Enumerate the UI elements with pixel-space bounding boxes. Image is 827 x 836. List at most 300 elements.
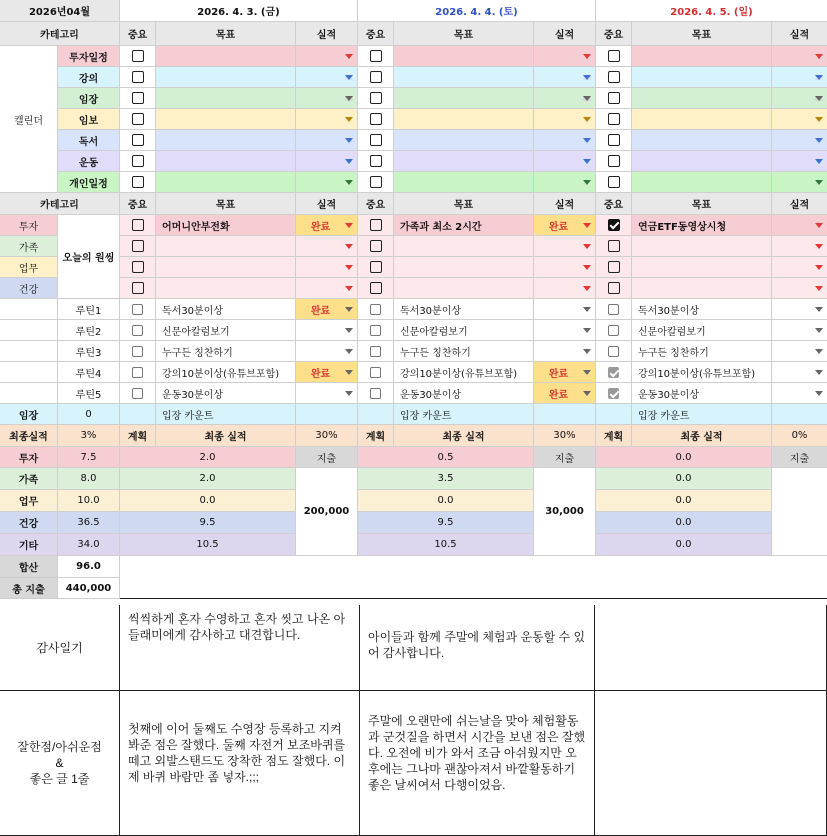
checkbox-icon[interactable] [608,155,620,167]
calendar-result-dropdown[interactable] [296,109,358,130]
result-header: 실적 [772,193,827,215]
checkbox-icon[interactable] [608,50,620,62]
calendar-importance-cell[interactable] [120,88,156,109]
routine-check-cell[interactable] [358,341,394,362]
dropdown-arrow-icon[interactable] [815,180,823,185]
checkbox-icon[interactable] [370,92,382,104]
dropdown-arrow-icon[interactable] [815,265,823,270]
category-header: 카테고리 [0,22,120,46]
routine-item[interactable]: 독서30분이상 [394,299,534,320]
expense-category-4: 건강 [0,512,58,534]
expense-category-3: 업무 [0,490,58,512]
goal-header: 목표 [156,193,296,215]
routine-check-cell[interactable] [358,320,394,341]
routine-item[interactable]: 독서30분이상 [632,299,772,320]
day-expense-value: 3.5 [358,468,534,490]
onething-result-dropdown[interactable] [534,257,596,278]
dropdown-arrow-icon[interactable] [345,54,353,59]
day-expense-value: 0.0 [596,468,772,490]
routine-check-cell[interactable] [120,362,156,383]
dropdown-arrow-icon[interactable] [345,349,353,354]
day-expense-value: 0.0 [596,490,772,512]
done-status: 완료 [310,305,331,317]
routine-result-dropdown[interactable] [296,362,358,383]
routine-check-cell[interactable] [596,362,632,383]
checkbox-icon[interactable] [132,50,144,62]
gratitude-day1[interactable]: 씩씩하게 혼자 수영하고 혼자 씻고 나온 아들래미에게 감사하고 대견합니다. [120,605,360,691]
dropdown-arrow-icon[interactable] [345,117,353,122]
dropdown-arrow-icon[interactable] [815,54,823,59]
onething-result-dropdown[interactable] [772,236,827,257]
checkbox-icon[interactable] [370,367,381,378]
calendar-result-dropdown[interactable] [772,172,827,193]
dropdown-arrow-icon[interactable] [583,307,591,312]
checkbox-icon[interactable] [370,282,382,294]
importance-header: 중요 [120,22,156,46]
calendar-importance-cell[interactable] [596,88,632,109]
calendar-result-dropdown[interactable] [534,172,596,193]
calendar-goal-cell[interactable] [394,67,534,88]
dropdown-arrow-icon[interactable] [815,75,823,80]
calendar-result-dropdown[interactable] [296,88,358,109]
checkbox-icon[interactable] [608,176,620,188]
onething-importance-cell[interactable] [596,236,632,257]
calendar-importance-cell[interactable] [596,151,632,172]
calendar-importance-cell[interactable] [358,109,394,130]
reflection-day3[interactable] [595,691,827,836]
dropdown-arrow-icon[interactable] [583,223,591,228]
onething-importance-cell[interactable] [358,236,394,257]
calendar-importance-cell[interactable] [596,67,632,88]
dropdown-arrow-icon[interactable] [815,96,823,101]
checkbox-icon[interactable] [132,155,144,167]
onething-importance-cell[interactable] [358,278,394,299]
day-header-1: 2026. 4. 3. (금) [120,0,358,22]
onething-goal-cell[interactable] [156,236,296,257]
dropdown-arrow-icon[interactable] [345,96,353,101]
onething-importance-cell[interactable] [596,278,632,299]
calendar-label: 캘린더 [0,46,58,193]
dropdown-arrow-icon[interactable] [815,328,823,333]
checkbox-icon[interactable] [370,388,381,399]
checkbox-icon[interactable] [370,113,382,125]
reflection-day1[interactable]: 첫째에 이어 둘째도 수영장 등록하고 지켜봐준 점은 잘했다. 둘째 자전거 보조바퀴를 떼고 외발스탠드도 장착한 점도 잘했다. 이제 바퀴 바람만 좀 넣자.;;; [120,691,360,836]
calendar-goal-cell[interactable] [156,46,296,67]
checkbox-icon[interactable] [132,261,144,273]
checkbox-icon[interactable] [370,155,382,167]
calendar-result-dropdown[interactable] [296,172,358,193]
dropdown-arrow-icon[interactable] [583,286,591,291]
calendar-importance-cell[interactable] [358,67,394,88]
day-expense-value: 0.0 [358,490,534,512]
checkbox-icon[interactable] [608,134,620,146]
dropdown-arrow-icon[interactable] [583,54,591,59]
dropdown-arrow-icon[interactable] [345,223,353,228]
onething-goal-cell[interactable] [156,257,296,278]
checkbox-icon[interactable] [608,240,620,252]
onething-result-dropdown[interactable] [296,257,358,278]
checkbox-icon[interactable] [608,71,620,83]
calendar-category-6: 운동 [58,151,120,172]
calendar-importance-cell[interactable] [358,172,394,193]
dropdown-arrow-icon[interactable] [345,286,353,291]
dropdown-arrow-icon[interactable] [345,328,353,333]
routine-item[interactable]: 누구든 칭찬하기 [394,341,534,362]
checkbox-icon[interactable] [132,388,143,399]
checkbox-icon[interactable] [132,92,144,104]
today-onething-label: 오늘의 원씽 [58,215,120,299]
routine-check-cell[interactable] [596,299,632,320]
dropdown-arrow-icon[interactable] [815,370,823,375]
checkbox-icon[interactable] [608,388,619,399]
onething-goal-cell[interactable] [394,257,534,278]
routine-item[interactable]: 운동30분이상 [394,383,534,404]
checkbox-icon[interactable] [132,367,143,378]
dropdown-arrow-icon[interactable] [583,159,591,164]
routine-result-dropdown[interactable] [534,341,596,362]
onething-result-dropdown[interactable] [534,236,596,257]
dropdown-arrow-icon[interactable] [583,117,591,122]
dropdown-arrow-icon[interactable] [345,75,353,80]
checkbox-icon[interactable] [608,92,620,104]
onething-goal-cell[interactable] [632,257,772,278]
routine-result-dropdown[interactable] [772,341,827,362]
onething-result-dropdown[interactable] [772,257,827,278]
calendar-goal-cell[interactable] [632,109,772,130]
entry-count-label: 입장 카운트 [632,404,772,425]
checkbox-icon[interactable] [370,134,382,146]
routine-item[interactable]: 운동30분이상 [156,383,296,404]
importance-header: 중요 [596,193,632,215]
calendar-goal-cell[interactable] [156,67,296,88]
checkbox-icon[interactable] [370,71,382,83]
routine-item[interactable]: 신문아칼럼보기 [394,320,534,341]
calendar-goal-cell[interactable] [632,46,772,67]
day-expense-value: 2.0 [120,468,296,490]
onething-category-4: 건강 [0,278,58,299]
routine-result-dropdown[interactable] [296,299,358,320]
reflection-day2[interactable]: 주말에 오랜만에 쉬는날을 맞아 체험활동과 군것질을 하면서 시간을 보낸 점은 잘했다. 오전에 비가 와서 조금 아쉬웠지만 오후에는 그나마 괜찮아져서 바깥활동하기 좋은 날씨여서 다행이었음. [360,691,595,836]
expense-category-value: 7.5 [58,447,120,468]
routine-result-dropdown[interactable] [296,320,358,341]
routine-check-cell[interactable] [358,383,394,404]
checkbox-icon[interactable] [370,261,382,273]
dropdown-arrow-icon[interactable] [583,391,591,396]
checkbox-icon[interactable] [608,325,619,336]
checkbox-icon[interactable] [370,176,382,188]
calendar-importance-cell[interactable] [358,130,394,151]
routine-result-dropdown[interactable] [534,299,596,320]
routine-item[interactable]: 강의10분이상(유튜브포함) [156,362,296,383]
checkbox-icon[interactable] [370,325,381,336]
calendar-importance-cell[interactable] [596,46,632,67]
dropdown-arrow-icon[interactable] [583,75,591,80]
day-result-pct: 30% [296,425,358,447]
checkbox-icon[interactable] [608,261,620,273]
gratitude-label: 감사일기 [0,605,120,691]
calendar-category-2: 강의 [58,67,120,88]
calendar-importance-cell[interactable] [120,151,156,172]
calendar-goal-cell[interactable] [156,130,296,151]
routine-blank [0,362,58,383]
importance-header: 중요 [120,193,156,215]
routine-result-dropdown[interactable] [772,299,827,320]
checkbox-icon[interactable] [370,304,381,315]
dropdown-arrow-icon[interactable] [345,159,353,164]
calendar-goal-cell[interactable] [394,130,534,151]
checkbox-icon[interactable] [608,282,620,294]
calendar-goal-cell[interactable] [156,172,296,193]
dropdown-arrow-icon[interactable] [345,265,353,270]
onething-importance-cell[interactable] [120,278,156,299]
onething-result-dropdown[interactable] [296,278,358,299]
calendar-category-1: 투자일정 [58,46,120,67]
gratitude-day3[interactable] [595,605,827,691]
checkbox-icon[interactable] [132,134,144,146]
day-expense-total[interactable] [772,468,827,556]
dropdown-arrow-icon[interactable] [583,370,591,375]
routine-check-cell[interactable] [596,320,632,341]
dropdown-arrow-icon[interactable] [583,96,591,101]
checkbox-icon[interactable] [132,113,144,125]
dropdown-arrow-icon[interactable] [815,349,823,354]
entry-count-label: 입장 카운트 [156,404,296,425]
dropdown-arrow-icon[interactable] [345,370,353,375]
checkbox-icon[interactable] [608,219,620,231]
dropdown-arrow-icon[interactable] [583,180,591,185]
goal-header: 목표 [394,22,534,46]
routine-check-cell[interactable] [120,299,156,320]
checkbox-icon[interactable] [132,325,143,336]
onething-goal-cell[interactable] [394,278,534,299]
dropdown-arrow-icon[interactable] [583,265,591,270]
calendar-importance-cell[interactable] [120,172,156,193]
calendar-result-dropdown[interactable] [534,46,596,67]
onething-goal-cell[interactable]: 연금ETF동영상시청 [632,215,772,236]
routine-result-dropdown[interactable] [534,383,596,404]
onething-importance-cell[interactable] [120,236,156,257]
routine-item[interactable]: 독서30분이상 [156,299,296,320]
day-expense-total[interactable]: 200,000 [296,468,358,556]
routine-check-cell[interactable] [596,341,632,362]
dropdown-arrow-icon[interactable] [583,328,591,333]
checkbox-icon[interactable] [132,240,144,252]
onething-importance-cell[interactable] [358,257,394,278]
calendar-goal-cell[interactable] [394,88,534,109]
calendar-result-dropdown[interactable] [296,130,358,151]
calendar-result-dropdown[interactable] [772,46,827,67]
day-result-pct: 30% [534,425,596,447]
dropdown-arrow-icon[interactable] [815,286,823,291]
checkbox-icon[interactable] [608,367,619,378]
routine-check-cell[interactable] [120,320,156,341]
checkbox-icon[interactable] [132,219,144,231]
calendar-result-dropdown[interactable] [772,67,827,88]
entry-cell [596,404,632,425]
onething-result-dropdown[interactable] [296,236,358,257]
onething-goal-cell[interactable] [632,278,772,299]
dropdown-arrow-icon[interactable] [815,244,823,249]
onething-goal-cell[interactable]: 어머니안부전화 [156,215,296,236]
result-header: 실적 [534,193,596,215]
onething-result-dropdown[interactable] [534,278,596,299]
dropdown-arrow-icon[interactable] [583,349,591,354]
dropdown-arrow-icon[interactable] [345,180,353,185]
entry-cell [120,404,156,425]
routine-check-cell[interactable] [120,341,156,362]
onething-result-dropdown[interactable] [772,278,827,299]
dropdown-arrow-icon[interactable] [815,159,823,164]
checkbox-icon[interactable] [370,346,381,357]
calendar-importance-cell[interactable] [358,151,394,172]
calendar-importance-cell[interactable] [596,172,632,193]
routine-item[interactable]: 누구든 칭찬하기 [156,341,296,362]
routine-item[interactable]: 신문아칼럼보기 [156,320,296,341]
routine-result-dropdown[interactable] [534,320,596,341]
calendar-goal-cell[interactable] [394,151,534,172]
onething-result-dropdown[interactable] [534,215,596,236]
routine-blank [0,383,58,404]
routine-item[interactable]: 누구든 칭찬하기 [632,341,772,362]
routine-item[interactable]: 신문아칼럼보기 [632,320,772,341]
dropdown-arrow-icon[interactable] [815,117,823,122]
dropdown-arrow-icon[interactable] [583,244,591,249]
expense-category-2: 가족 [0,468,58,490]
checkbox-icon[interactable] [608,304,619,315]
entry-count-value[interactable] [534,404,596,425]
done-status: 완료 [310,221,331,233]
dropdown-arrow-icon[interactable] [815,138,823,143]
calendar-result-dropdown[interactable] [534,88,596,109]
checkbox-icon[interactable] [370,240,382,252]
calendar-importance-cell[interactable] [596,130,632,151]
onething-goal-cell[interactable] [632,236,772,257]
calendar-importance-cell[interactable] [120,46,156,67]
routine-check-cell[interactable] [358,299,394,320]
dropdown-arrow-icon[interactable] [815,307,823,312]
day-expense-value: 0.0 [596,447,772,468]
dropdown-arrow-icon[interactable] [345,138,353,143]
gratitude-day2[interactable]: 아이들과 함께 주말에 체험과 운동할 수 있어 감사합니다. [360,605,595,691]
routine-item[interactable]: 강의10분이상(유튜브포함) [632,362,772,383]
expense-header: 지출 [772,447,827,468]
dropdown-arrow-icon[interactable] [345,244,353,249]
routine-item[interactable]: 강의10분이상(유튜브포함) [394,362,534,383]
calendar-goal-cell[interactable] [632,130,772,151]
done-status: 완료 [310,368,331,380]
dropdown-arrow-icon[interactable] [815,223,823,228]
calendar-result-dropdown[interactable] [772,109,827,130]
routine-result-dropdown[interactable] [772,383,827,404]
calendar-result-dropdown[interactable] [534,151,596,172]
onething-importance-cell[interactable] [120,257,156,278]
checkbox-icon[interactable] [132,282,144,294]
dropdown-arrow-icon[interactable] [815,391,823,396]
calendar-goal-cell[interactable] [632,172,772,193]
calendar-result-dropdown[interactable] [534,130,596,151]
calendar-goal-cell[interactable] [632,67,772,88]
onething-importance-cell[interactable] [358,215,394,236]
onething-goal-cell[interactable] [156,278,296,299]
expense-category-value: 10.0 [58,490,120,512]
routine-item[interactable]: 운동30분이상 [632,383,772,404]
dropdown-arrow-icon[interactable] [345,307,353,312]
month-title: 2026년04월 [0,0,120,22]
calendar-importance-cell[interactable] [358,88,394,109]
routine-result-dropdown[interactable] [296,341,358,362]
calendar-importance-cell[interactable] [358,46,394,67]
onething-result-dropdown[interactable] [296,215,358,236]
expense-category-value: 34.0 [58,534,120,556]
calendar-result-dropdown[interactable] [296,67,358,88]
calendar-result-dropdown[interactable] [772,151,827,172]
routine-result-dropdown[interactable] [534,362,596,383]
routine-check-cell[interactable] [120,383,156,404]
calendar-goal-cell[interactable] [156,151,296,172]
calendar-category-3: 임장 [58,88,120,109]
expense-header: 지출 [534,447,596,468]
entry-count-value[interactable] [296,404,358,425]
calendar-result-dropdown[interactable] [534,67,596,88]
calendar-result-dropdown[interactable] [772,88,827,109]
calendar-goal-cell[interactable] [632,151,772,172]
dropdown-arrow-icon[interactable] [345,391,353,396]
plan-header: 계획 [596,425,632,447]
calendar-result-dropdown[interactable] [296,46,358,67]
total-expense-value: 440,000 [58,578,120,599]
calendar-goal-cell[interactable] [394,172,534,193]
routine-check-cell[interactable] [596,383,632,404]
checkbox-icon[interactable] [608,113,620,125]
checkbox-icon[interactable] [132,71,144,83]
checkbox-icon[interactable] [370,219,382,231]
checkbox-icon[interactable] [132,304,143,315]
onething-goal-cell[interactable]: 가족과 최소 2시간 [394,215,534,236]
entry-count-value[interactable] [772,404,827,425]
calendar-goal-cell[interactable] [156,109,296,130]
calendar-result-dropdown[interactable] [534,109,596,130]
calendar-importance-cell[interactable] [120,109,156,130]
calendar-importance-cell[interactable] [120,67,156,88]
calendar-goal-cell[interactable] [394,109,534,130]
final-result-header: 최종 실적 [156,425,296,447]
checkbox-icon[interactable] [132,346,143,357]
onething-goal-cell[interactable] [394,236,534,257]
day-expense-total[interactable]: 30,000 [534,468,596,556]
checkbox-icon[interactable] [370,50,382,62]
routine-result-dropdown[interactable] [772,362,827,383]
calendar-goal-cell[interactable] [632,88,772,109]
dropdown-arrow-icon[interactable] [583,138,591,143]
day-result-pct: 0% [772,425,827,447]
calendar-result-dropdown[interactable] [772,130,827,151]
routine-result-dropdown[interactable] [772,320,827,341]
routine-result-dropdown[interactable] [296,383,358,404]
onething-importance-cell[interactable] [596,257,632,278]
calendar-goal-cell[interactable] [156,88,296,109]
checkbox-icon[interactable] [608,346,619,357]
onething-importance-cell[interactable] [120,215,156,236]
routine-check-cell[interactable] [358,362,394,383]
onething-importance-cell[interactable] [596,215,632,236]
calendar-importance-cell[interactable] [120,130,156,151]
calendar-result-dropdown[interactable] [296,151,358,172]
calendar-importance-cell[interactable] [596,109,632,130]
onething-result-dropdown[interactable] [772,215,827,236]
checkbox-icon[interactable] [132,176,144,188]
expense-category-1: 투자 [0,447,58,468]
calendar-goal-cell[interactable] [394,46,534,67]
